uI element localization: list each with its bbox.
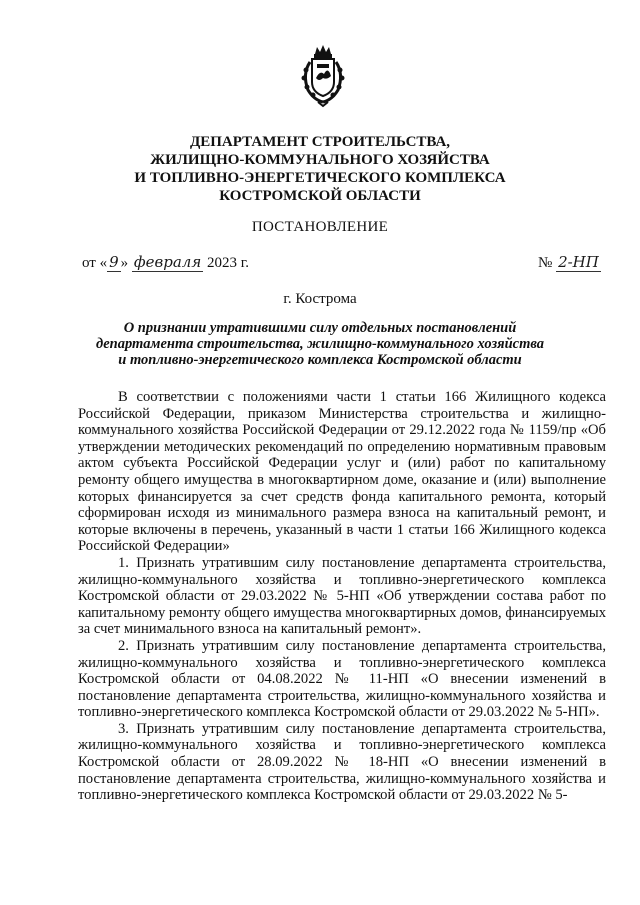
document-city: г. Кострома [283,291,357,307]
document-title [0,320,640,368]
date-prefix: от « [82,255,108,271]
document-type: ПОСТАНОВЛЕНИЕ [251,219,389,235]
department-line: КОСТРОМСКОЙ ОБЛАСТИ [219,188,421,204]
document-number [538,253,601,272]
date-month: февраля [133,253,202,271]
date-day: 9 [109,253,119,271]
clause-paragraph-3: 3. Признать утратившим силу постановление департамента строительства, жилищно-коммунального хозяйства и топливно-энергетического комплекса Костромской области от 28.09.2022 № 18-НП «О внесении изменений в постановление департамента строительства, жилищно-коммунального хозяйства и топливно-энергетического комплекса Костромской области от 29.03.2022 № 5- [78,720,606,804]
number-value: 2-НП [558,253,599,271]
department-name [0,133,640,205]
date-mid: » [120,255,129,271]
number-prefix: № [538,255,553,271]
document-body [78,389,606,804]
title-line: и топливно-энергетического комплекса Костромской области [118,352,522,368]
preamble-paragraph: В соответствии с положениями части 1 статьи 166 Жилищного кодекса Российской Федерации, приказом Министерства строительства и жилищно-коммунального хозяйства Российской Федерации от 29.12.2022 года № 1159/пр «Об утверждении методических рекомендаций по определению нормативным правовым актом субъекта Российской Федерации услуг и (или) работ по капитальному ремонту общего имущества в многоквартирном доме, оказание и (или) выполнение которых финансируется за счет средств фонда капитального ремонта, который сформирован исходя из минимального размера взноса на капитальный ремонт, и которые включены в перечень, указанный в части 1 статьи 166 Жилищного кодекса Российской Федерации» [78,389,606,555]
department-line: ДЕПАРТАМЕНТ СТРОИТЕЛЬСТВА, [189,134,451,150]
department-line: ЖИЛИЩНО-КОММУНАЛЬНОГО ХОЗЯЙСТВА [150,152,490,168]
title-line: О признании утратившими силу отдельных постановлений [123,320,517,336]
document-date [82,253,249,272]
department-line: И ТОПЛИВНО-ЭНЕРГЕТИЧЕСКОГО КОМПЛЕКСА [134,170,506,186]
title-line: департамента строительства, жилищно-коммунального хозяйства [96,336,544,352]
date-year: 2023 г. [207,255,250,271]
clause-paragraph-2: 2. Признать утратившим силу постановление департамента строительства, жилищно-коммунального хозяйства и топливно-энергетического комплекса Костромской области от 04.08.2022 № 11-НП «О внесении изменений в постановление департамента строительства, жилищно-коммунального хозяйства и топливно-энергетического комплекса Костромской области от 29.03.2022 № 5-НП». [78,637,606,721]
clause-paragraph-1: 1. Признать утратившим силу постановление департамента строительства, жилищно-коммунального хозяйства и топливно-энергетического комплекса Костромской области от 29.03.2022 № 5-НП «Об утверждении состава работ по капитальному ремонту общего имущества многоквартирных домов, финансируемых за счет минимального взноса на капитальный ремонт». [78,554,606,638]
kostroma-coat-of-arms-icon [298,44,348,108]
